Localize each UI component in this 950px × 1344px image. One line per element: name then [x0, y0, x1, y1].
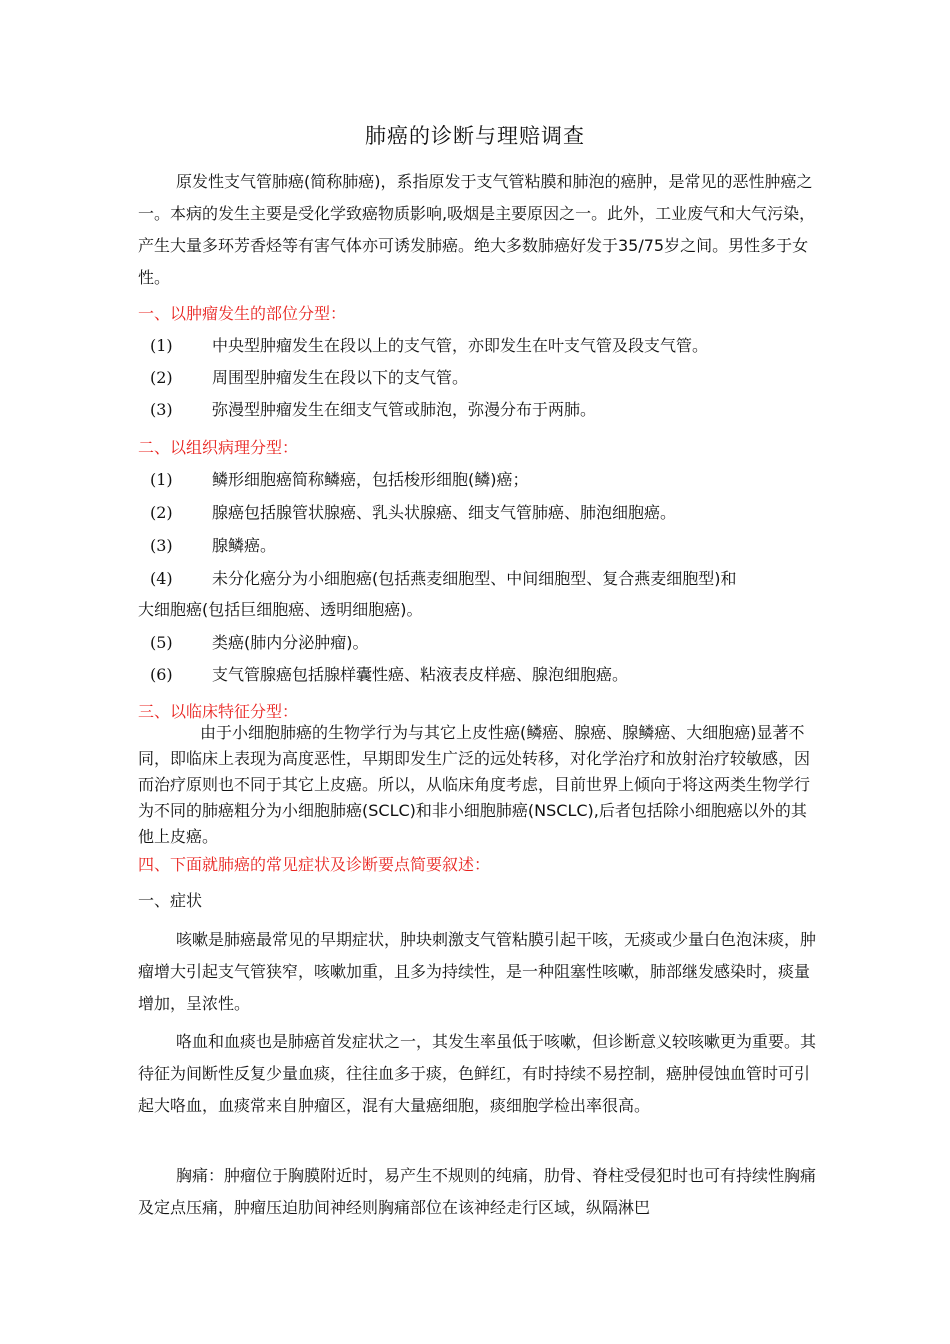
section2-heading: 二、以组织病理分型： [138, 438, 299, 457]
section1-heading: 一、以肿瘤发生的部位分型： [138, 304, 347, 323]
section4-heading: 四、下面就肺癌的常见症状及诊断要点简要叙述： [138, 855, 491, 874]
symptoms-heading: 一、症状 [138, 891, 203, 910]
item-number: (5) [150, 633, 173, 652]
item-number: (2) [150, 368, 173, 387]
section3-paragraph: 由于小细胞肺癌的生物学行为与其它上皮性癌(鳞癌、腺癌、腺鳞癌、大细胞癌)显著不同，即临床上表现为高度恶性，早期即发生广泛的远处转移，对化学治疗和放射治疗较敏感，因而治疗原则也不同于其它上皮癌。所以，从临床角度考虑，目前世界上倾向于将这两类生物学行为不同的肺癌粗分为小细胞肺癌(SCLC)和非小细胞肺癌(NSCLC),后者包括除小细胞癌以外的其他上皮癌。 [138, 723, 811, 846]
item-text: 类癌(肺内分泌肿瘤)。 [212, 633, 369, 652]
item-number: (1) [150, 470, 173, 489]
symptom-paragraph-cough: 咳嗽是肺癌最常见的早期症状，肿块刺激支气管粘膜引起干咳，无痰或少量白色泡沫痰，肿瘤增大引起支气管狭窄，咳嗽加重，且多为持续性，是一种阻塞性咳嗽，肺部继发感染时，痰量增加，呈浓性。 [138, 930, 817, 1013]
list-item [150, 398, 596, 422]
item-continuation: 大细胞癌(包括巨细胞癌、透明细胞癌)。 [138, 600, 423, 619]
item-number: (3) [150, 536, 173, 555]
list-item [150, 567, 737, 591]
list-item [150, 468, 529, 492]
item-number: (3) [150, 400, 173, 419]
intro-paragraph: 原发性支气管肺癌(简称肺癌)，系指原发于支气管粘膜和肺泡的癌肿，是常见的恶性肿癌之一。本病的发生主要是受化学致癌物质影响,吸烟是主要原因之一。此外，工业废气和大气污染，产生大量多环芳香烃等有害气体亦可诱发肺癌。绝大多数肺癌好发于35/75岁之间。男性多于女性。 [138, 172, 816, 287]
item-text: 周围型肿瘤发生在段以下的支气管。 [212, 368, 469, 387]
list-item [150, 534, 276, 558]
item-number: (6) [150, 665, 173, 684]
item-text: 腺癌包括腺管状腺癌、乳头状腺癌、细支气管肺癌、肺泡细胞癌。 [212, 503, 677, 522]
section3-heading: 三、以临床特征分型： [138, 702, 299, 721]
symptom-paragraph-hemoptysis: 咯血和血痰也是肺癌首发症状之一，其发生率虽低于咳嗽，但诊断意义较咳嗽更为重要。其待征为间断性反复少量血痰，往往血多于痰，色鲜红，有时持续不易控制，癌肿侵蚀血管时可引起大咯血，血痰常来自肿瘤区，混有大量癌细胞，痰细胞学检出率很高。 [138, 1032, 817, 1115]
item-number: (2) [150, 503, 173, 522]
item-text: 未分化癌分为小细胞癌(包括燕麦细胞型、中间细胞型、复合燕麦细胞型)和 [212, 569, 737, 588]
list-item [150, 631, 369, 655]
item-number: (4) [150, 569, 173, 588]
item-number: (1) [150, 336, 173, 355]
list-item [150, 663, 628, 687]
item-text: 中央型肿瘤发生在段以上的支气管，亦即发生在叶支气管及段支气管。 [212, 336, 709, 355]
list-item [150, 334, 708, 358]
item-text: 腺鳞癌。 [212, 536, 277, 555]
list-item [150, 366, 468, 390]
symptom-paragraph-chest-pain: 胸痛：肿瘤位于胸膜附近时，易产生不规则的纯痛，肋骨、脊柱受侵犯时也可有持续性胸痛及定点压痛，肿瘤压迫肋间神经则胸痛部位在该神经走行区域，纵隔淋巴 [138, 1166, 817, 1217]
list-item [150, 501, 676, 525]
item-text: 支气管腺癌包括腺样囊性癌、粘液表皮样癌、腺泡细胞癌。 [212, 665, 629, 684]
item-text: 鳞形细胞癌简称鳞癌，包括梭形细胞(鳞)癌； [212, 470, 529, 489]
item-text: 弥漫型肿瘤发生在细支气管或肺泡，弥漫分布于两肺。 [212, 400, 597, 419]
page-title: 肺癌的诊断与理赔调查 [365, 124, 585, 148]
